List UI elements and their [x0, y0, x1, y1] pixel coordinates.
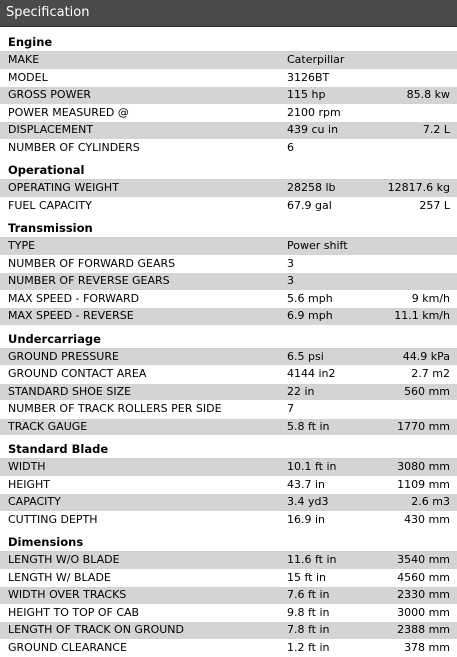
spec-value-imperial: 10.1 ft in: [287, 459, 337, 476]
spec-row: [0, 349, 457, 367]
spec-row: [0, 238, 457, 256]
spec-label: MAX SPEED - FORWARD: [8, 291, 139, 308]
spec-value-imperial: Caterpillar: [287, 52, 344, 69]
spec-label: GROUND PRESSURE: [8, 349, 119, 366]
spec-label: HEIGHT: [8, 477, 50, 494]
spec-value-imperial: 6.5 psi: [287, 349, 324, 366]
spec-value-metric: 2388 mm: [397, 622, 450, 639]
spec-row: [0, 605, 457, 623]
spec-value-imperial: 1.2 ft in: [287, 640, 330, 657]
spec-label: GROUND CONTACT AREA: [8, 366, 146, 383]
spec-row: [0, 494, 457, 512]
spec-row: [0, 570, 457, 588]
spec-label: NUMBER OF TRACK ROLLERS PER SIDE: [8, 401, 222, 418]
spec-label: MODEL: [8, 70, 48, 87]
section-title: Dimensions: [0, 534, 457, 552]
spec-label: HEIGHT TO TOP OF CAB: [8, 605, 139, 622]
spec-row: [0, 87, 457, 105]
spec-value-imperial: 3.4 yd3: [287, 494, 328, 511]
section-title: Undercarriage: [0, 331, 457, 349]
spec-row: [0, 291, 457, 309]
spec-value-metric: 44.9 kPa: [403, 349, 450, 366]
spec-value-imperial: 6: [287, 140, 294, 157]
spec-row: [0, 256, 457, 274]
spec-value-imperial: 5.6 mph: [287, 291, 333, 308]
spec-value-metric: 257 L: [419, 198, 450, 215]
spec-value-metric: 2.6 m3: [411, 494, 450, 511]
spec-value-imperial: Power shift: [287, 238, 348, 255]
spec-value-metric: 378 mm: [404, 640, 450, 657]
spec-value-imperial: 22 in: [287, 384, 315, 401]
spec-label: LENGTH OF TRACK ON GROUND: [8, 622, 184, 639]
spec-value-metric: 7.2 L: [423, 122, 450, 139]
spec-row: [0, 419, 457, 437]
spec-value-metric: 2.7 m2: [411, 366, 450, 383]
spec-value-metric: 1109 mm: [397, 477, 450, 494]
spec-value-metric: 11.1 km/h: [394, 308, 450, 325]
spec-row: [0, 366, 457, 384]
spec-label: GROUND CLEARANCE: [8, 640, 127, 657]
spec-row: [0, 401, 457, 419]
spec-label: CAPACITY: [8, 494, 61, 511]
spec-row: [0, 587, 457, 605]
spec-value-imperial: 6.9 mph: [287, 308, 333, 325]
spec-value-imperial: 3126BT: [287, 70, 329, 87]
section-title: Engine: [0, 34, 457, 52]
spec-label: TYPE: [8, 238, 35, 255]
spec-row: [0, 552, 457, 570]
spec-value-metric: 430 mm: [404, 512, 450, 529]
spec-value-imperial: 3: [287, 256, 294, 273]
spec-value-imperial: 4144 in2: [287, 366, 336, 383]
spec-value-imperial: 43.7 in: [287, 477, 325, 494]
spec-value-imperial: 439 cu in: [287, 122, 338, 139]
spec-value-imperial: 28258 lb: [287, 180, 336, 197]
spec-label: DISPLACEMENT: [8, 122, 93, 139]
spec-row: [0, 105, 457, 123]
section-title: Transmission: [0, 220, 457, 238]
spec-value-imperial: 115 hp: [287, 87, 325, 104]
spec-value-metric: 1770 mm: [397, 419, 450, 436]
spec-label: NUMBER OF CYLINDERS: [8, 140, 140, 157]
spec-label: WIDTH: [8, 459, 46, 476]
spec-value-metric: 12817.6 kg: [388, 180, 450, 197]
spec-row: [0, 308, 457, 326]
spec-value-imperial: 7: [287, 401, 294, 418]
spec-row: [0, 477, 457, 495]
spec-label: POWER MEASURED @: [8, 105, 129, 122]
spec-value-imperial: 7.8 ft in: [287, 622, 330, 639]
spec-row: [0, 52, 457, 70]
spec-label: STANDARD SHOE SIZE: [8, 384, 131, 401]
spec-label: CUTTING DEPTH: [8, 512, 98, 529]
spec-row: [0, 180, 457, 198]
spec-title: Specification: [6, 5, 89, 20]
spec-value-imperial: 16.9 in: [287, 512, 325, 529]
spec-label: WIDTH OVER TRACKS: [8, 587, 126, 604]
spec-value-imperial: 15 ft in: [287, 570, 326, 587]
spec-label: LENGTH W/O BLADE: [8, 552, 120, 569]
spec-value-metric: 85.8 kw: [407, 87, 450, 104]
spec-row: [0, 622, 457, 640]
spec-label: FUEL CAPACITY: [8, 198, 92, 215]
spec-sections: [0, 34, 457, 657]
spec-value-imperial: 67.9 gal: [287, 198, 332, 215]
spec-value-metric: 3000 mm: [397, 605, 450, 622]
spec-label: GROSS POWER: [8, 87, 91, 104]
spec-label: NUMBER OF REVERSE GEARS: [8, 273, 170, 290]
spec-row: [0, 140, 457, 158]
spec-label: OPERATING WEIGHT: [8, 180, 119, 197]
spec-label: MAX SPEED - REVERSE: [8, 308, 134, 325]
spec-value-metric: 2330 mm: [397, 587, 450, 604]
section-title: Operational: [0, 162, 457, 180]
spec-row: [0, 70, 457, 88]
spec-header: [0, 0, 457, 27]
spec-value-imperial: 11.6 ft in: [287, 552, 337, 569]
spec-label: LENGTH W/ BLADE: [8, 570, 111, 587]
spec-row: [0, 198, 457, 216]
header-spacer: [0, 27, 457, 34]
spec-value-imperial: 5.8 ft in: [287, 419, 330, 436]
spec-value-metric: 4560 mm: [397, 570, 450, 587]
spec-value-imperial: 2100 rpm: [287, 105, 341, 122]
section-title: Standard Blade: [0, 441, 457, 459]
spec-value-metric: 9 km/h: [412, 291, 450, 308]
spec-value-imperial: 7.6 ft in: [287, 587, 330, 604]
spec-row: [0, 512, 457, 530]
spec-row: [0, 384, 457, 402]
spec-label: TRACK GAUGE: [8, 419, 87, 436]
spec-row: [0, 122, 457, 140]
spec-value-metric: 560 mm: [404, 384, 450, 401]
spec-label: NUMBER OF FORWARD GEARS: [8, 256, 175, 273]
spec-value-imperial: 9.8 ft in: [287, 605, 330, 622]
spec-label: MAKE: [8, 52, 39, 69]
spec-row: [0, 273, 457, 291]
spec-value-metric: 3080 mm: [397, 459, 450, 476]
spec-value-metric: 3540 mm: [397, 552, 450, 569]
spec-value-imperial: 3: [287, 273, 294, 290]
spec-row: [0, 640, 457, 657]
spec-row: [0, 459, 457, 477]
